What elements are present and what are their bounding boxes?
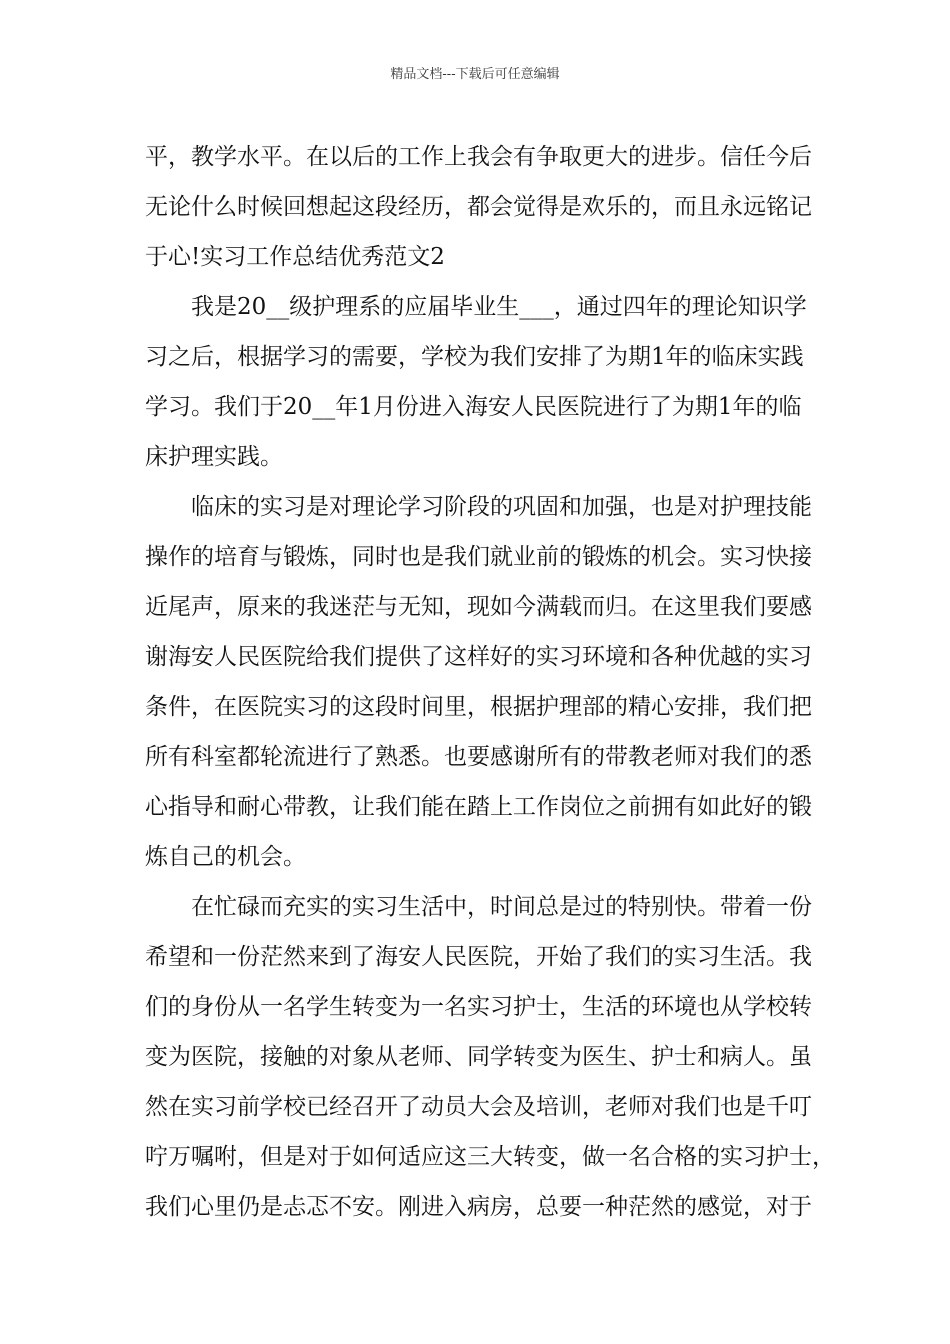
text-line: 所有科室都轮流进行了熟悉。也要感谢所有的带教老师对我们的悉: [145, 744, 812, 770]
text-line: 希望和一份茫然来到了海安人民医院，开始了我们的实习生活。我: [145, 944, 812, 970]
text-line: 炼自己的机会。: [145, 844, 306, 870]
text-line: 谢海安人民医院给我们提供了这样好的实习环境和各种优越的实习: [145, 644, 812, 670]
text-line: 床护理实践。: [145, 444, 283, 470]
page-header: 精品文档---下载后可任意编辑: [390, 67, 560, 82]
text-line: 然在实习前学校已经召开了动员大会及培训，老师对我们也是千叮: [145, 1094, 812, 1120]
text-line: 平，教学水平。在以后的工作上我会有争取更大的进步。信任今后: [145, 144, 812, 170]
text-line: 于心!实习工作总结优秀范文2: [145, 244, 445, 270]
text-line: 临床的实习是对理论学习阶段的巩固和加强，也是对护理技能: [191, 494, 812, 520]
text-line: 学习。我们于20__年1月份进入海安人民医院进行了为期1年的临: [145, 394, 802, 420]
text-line: 咛万嘱咐，但是对于如何适应这三大转变，做一名合格的实习护士，: [145, 1144, 835, 1170]
document-body: [145, 132, 835, 1232]
text-line: 无论什么时候回想起这段经历，都会觉得是欢乐的，而且永远铭记: [145, 194, 812, 220]
paragraph: [145, 482, 827, 882]
text-line: 操作的培育与锻炼，同时也是我们就业前的锻炼的机会。实习快接: [145, 544, 812, 570]
text-line: 心指导和耐心带教，让我们能在踏上工作岗位之前拥有如此好的锻: [145, 794, 812, 820]
paragraph: [145, 132, 827, 282]
text-line: 我们心里仍是忐忑不安。刚进入病房，总要一种茫然的感觉，对于: [145, 1194, 812, 1220]
paragraph: [145, 882, 835, 1232]
text-line: 变为医院，接触的对象从老师、同学转变为医生、护士和病人。虽: [145, 1044, 812, 1070]
paragraph: [145, 282, 827, 482]
text-line: 在忙碌而充实的实习生活中，时间总是过的特别快。带着一份: [191, 894, 812, 920]
text-line: 近尾声，原来的我迷茫与无知，现如今满载而归。在这里我们要感: [145, 594, 812, 620]
text-line: 我是20__级护理系的应届毕业生___，通过四年的理论知识学: [191, 294, 807, 320]
text-line: 习之后，根据学习的需要，学校为我们安排了为期1年的临床实践: [145, 344, 804, 370]
text-line: 们的身份从一名学生转变为一名实习护士，生活的环境也从学校转: [145, 994, 812, 1020]
text-line: 条件，在医院实习的这段时间里，根据护理部的精心安排，我们把: [145, 694, 812, 720]
